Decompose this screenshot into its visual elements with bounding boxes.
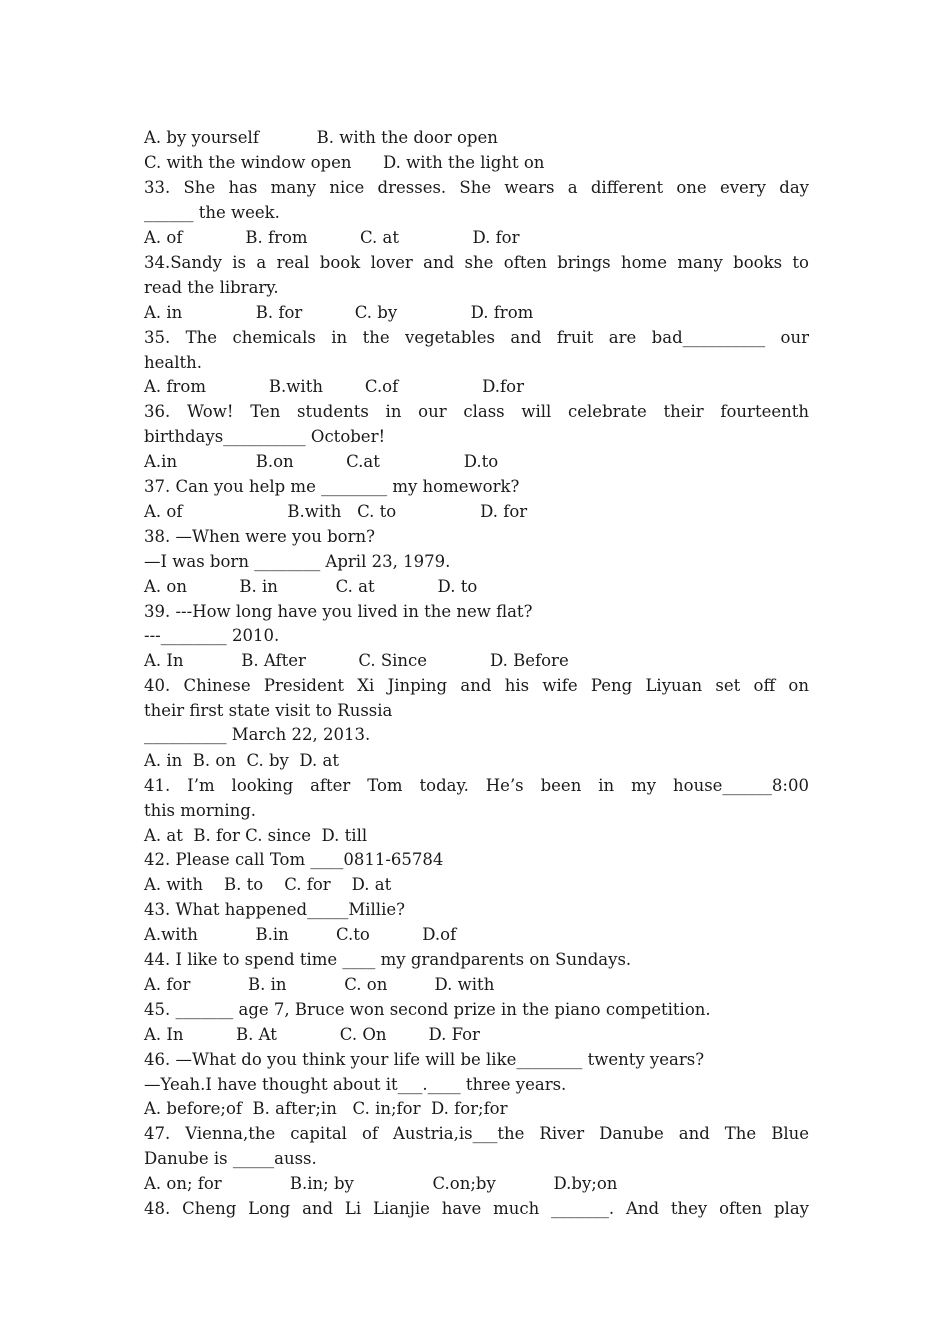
text-line: 40. Chinese President Xi Jinping and his wife Peng Liyuan set off on <box>144 676 809 695</box>
text-line: their first state visit to Russia <box>144 701 393 720</box>
text-line: A. on B. in C. at D. to <box>144 577 478 596</box>
text-line: —Yeah.I have thought about it___.____ three years. <box>144 1075 567 1094</box>
text-line: ---________ 2010. <box>144 626 280 645</box>
text-line: Danube is _____auss. <box>144 1149 317 1168</box>
text-line: 38. —When were you born? <box>144 527 375 546</box>
text-line: A. on; for B.in; by C.on;by D.by;on <box>144 1174 618 1193</box>
text-line: health. <box>144 353 203 372</box>
text-line: 33. She has many nice dresses. She wears a different one every day <box>144 178 809 197</box>
text-line: A. by yourself B. with the door open <box>144 128 498 147</box>
text-line: 43. What happened_____Millie? <box>144 900 405 919</box>
text-line: birthdays__________ October! <box>144 427 386 446</box>
text-line: A. in B. on C. by D. at <box>144 751 339 770</box>
text-line: A. in B. for C. by D. from <box>144 303 534 322</box>
text-line: A. before;of B. after;in C. in;for D. for;for <box>144 1099 508 1118</box>
text-line: 35. The chemicals in the vegetables and fruit are bad__________ our <box>144 328 809 347</box>
text-line: A. for B. in C. on D. with <box>144 975 495 994</box>
text-line: A. In B. After C. Since D. Before <box>144 651 569 670</box>
text-line: 45. _______ age 7, Bruce won second prize in the piano competition. <box>144 1000 711 1019</box>
text-line: A.with B.in C.to D.of <box>144 925 457 944</box>
text-line: 46. —What do you think your life will be like________ twenty years? <box>144 1050 705 1069</box>
text-line: 44. I like to spend time ____ my grandparents on Sundays. <box>144 950 632 969</box>
text-line: A.in B.on C.at D.to <box>144 452 499 471</box>
text-line: this morning. <box>144 801 257 820</box>
text-line: A. In B. At C. On D. For <box>144 1025 480 1044</box>
text-line: 42. Please call Tom ____0811-65784 <box>144 850 444 869</box>
text-line: __________ March 22, 2013. <box>144 725 371 744</box>
text-line: ______ the week. <box>144 203 280 222</box>
text-line: A. at B. for C. since D. till <box>144 826 368 845</box>
text-line: C. with the window open D. with the light on <box>144 153 545 172</box>
text-line: A. of B.with C. to D. for <box>144 502 528 521</box>
text-line: A. with B. to C. for D. at <box>144 875 392 894</box>
text-line: —I was born ________ April 23, 1979. <box>144 552 451 571</box>
text-line: read the library. <box>144 278 279 297</box>
text-line: 39. ---How long have you lived in the new flat? <box>144 602 533 621</box>
text-line: A. from B.with C.of D.for <box>144 377 524 396</box>
text-line: 37. Can you help me ________ my homework? <box>144 477 520 496</box>
text-line: 47. Vienna,the capital of Austria,is___the River Danube and The Blue <box>144 1124 809 1143</box>
text-line: 34.Sandy is a real book lover and she often brings home many books to <box>144 253 809 272</box>
text-line: 36. Wow! Ten students in our class will celebrate their fourteenth <box>144 402 809 421</box>
text-line: 41. I’m looking after Tom today. He’s been in my house______8:00 <box>144 776 809 795</box>
text-line: A. of B. from C. at D. for <box>144 228 520 247</box>
text-line: 48. Cheng Long and Li Lianjie have much _______. And they often play <box>144 1199 809 1218</box>
